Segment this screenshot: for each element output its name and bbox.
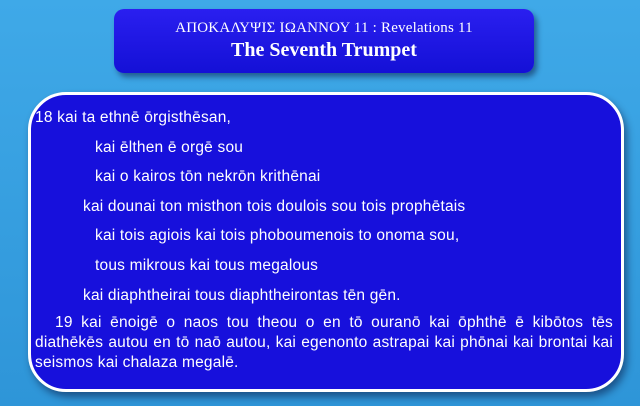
verse-18-line-3: kai o kairos tōn nekrōn krithēnai (95, 168, 321, 185)
verse-19-text: 19 kai ēnoigē o naos tou theou o en tō ouranō kai ōphthē ē kibōtos tēs diathēkēs autou en tō naō autou, kai egenonto astrapai kai phōnai kai brontai kai seismos kai chalaza megalē. (35, 314, 613, 371)
verse-panel (28, 92, 624, 392)
verse-18-line-1: 18 kai ta ethnē ōrgisthēsan, (35, 109, 232, 126)
title-greek-reference: ΑΠΟΚΑΛΥΨΙΣ ΙΩΑΝΝΟΥ 11 : Revelations 11 (175, 20, 473, 36)
title-heading: The Seventh Trumpet (231, 39, 417, 61)
verse-19-paragraph (35, 313, 613, 373)
verse-18-line-2: kai ēlthen ē orgē sou (95, 139, 244, 156)
verse-18-line-5: kai tois agiois kai tois phoboumenois to onoma sou, (95, 227, 460, 244)
verse-18-line-4: kai dounai ton misthon tois doulois sou tois prophētais (83, 198, 466, 215)
title-banner (114, 9, 534, 73)
verse-18-line-6: tous mikrous kai tous megalous (95, 257, 319, 274)
verse-18-line-7: kai diaphtheirai tous diaphtheirontas tēn gēn. (83, 287, 401, 304)
